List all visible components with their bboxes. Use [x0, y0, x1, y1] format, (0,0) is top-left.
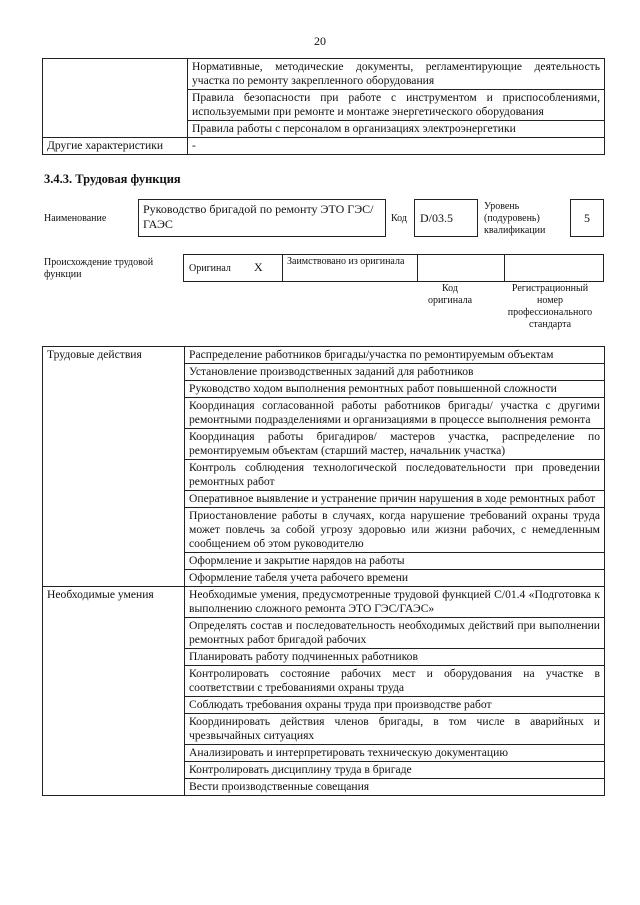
name-value-box — [138, 199, 386, 237]
origin-divider — [417, 255, 418, 281]
list-item: Координировать действия членов бригады, в том числе в аварийных и чрезвычайных ситуациях — [185, 714, 605, 745]
table-cell-value: Нормативные, методические документы, регламентирующие деятельность участка по ремонту закрепленного оборудования — [188, 59, 605, 90]
table-cell-label: Другие характеристики — [43, 138, 188, 155]
original-cell — [184, 255, 283, 281]
table-row — [43, 587, 605, 618]
borrowed-label: Заимствовано из оригинала — [287, 256, 405, 267]
section-title: 3.4.3. Трудовая функция — [44, 172, 181, 186]
origin-divider — [504, 255, 505, 281]
name-value: Руководство бригадой по ремонту ЭТО ГЭС/ГАЭС — [143, 202, 374, 231]
list-item: Контролировать дисциплину труда в бригаде — [185, 762, 605, 779]
list-item: Оперативное выявление и устранение причин нарушения в ходе ремонтных работ — [185, 491, 605, 508]
list-item: Контроль соблюдения технологической последовательности при проведении ремонтных работ — [185, 460, 605, 491]
list-item: Распределение работников бригады/участка по ремонтируемым объектам — [185, 347, 605, 364]
main-table — [42, 346, 605, 796]
group-label: Необходимые умения — [43, 587, 185, 796]
page-number: 20 — [314, 34, 326, 48]
origin-row — [183, 254, 604, 282]
code-label: Код — [391, 213, 407, 224]
list-item: Анализировать и интерпретировать техническую документацию — [185, 745, 605, 762]
table-cell-value: - — [188, 138, 605, 155]
list-item: Контролировать состояние рабочих мест и оборудования на участке в соответствии с требованиями охраны труда — [185, 666, 605, 697]
reg-number-caption: Регистрационный номер профессионального стандарта — [507, 283, 593, 330]
level-value: 5 — [584, 211, 590, 225]
name-label: Наименование — [44, 213, 107, 224]
list-item: Планировать работу подчиненных работников — [185, 649, 605, 666]
original-label: Оригинал — [189, 263, 231, 274]
table-row — [43, 347, 605, 364]
origin-label: Происхождение трудовой функции — [44, 257, 154, 280]
list-item: Соблюдать требования охраны труда при производстве работ — [185, 697, 605, 714]
level-value-box — [570, 199, 604, 237]
group-label: Трудовые действия — [43, 347, 185, 587]
table-row — [43, 138, 605, 155]
list-item: Руководство ходом выполнения ремонтных работ повышенной сложности — [185, 381, 605, 398]
original-mark: X — [254, 260, 263, 274]
code-value: D/03.5 — [420, 211, 453, 225]
code-original-caption: Код оригинала — [427, 283, 473, 306]
main-table-body — [43, 347, 605, 796]
level-label: Уровень (подуровень) квалификации — [484, 201, 546, 236]
list-item: Координация согласованной работы работников бригады/ участка с другими ремонтными подразделениями и организациями в процессе выполнения ремонта — [185, 398, 605, 429]
table-cell-label — [43, 59, 188, 138]
table-cell-value: Правила безопасности при работе с инструментом и приспособлениями, используемыми при ремонте и монтаже энергетического оборудования — [188, 90, 605, 121]
list-item: Координация работы бригадиров/ мастеров участка, распределение по ремонтируемым объектам (старший мастер, начальник участка) — [185, 429, 605, 460]
list-item: Оформление табеля учета рабочего времени — [185, 570, 605, 587]
list-item: Вести производственные совещания — [185, 779, 605, 796]
code-value-box — [414, 199, 478, 237]
list-item: Установление производственных заданий для работников — [185, 364, 605, 381]
list-item: Определять состав и последовательность необходимых действий при выполнении ремонтных работ бригадой рабочих — [185, 618, 605, 649]
list-item: Необходимые умения, предусмотренные трудовой функцией С/01.4 «Подготовка к выполнению сложного ремонта ЭТО ГЭС/ГАЭС» — [185, 587, 605, 618]
list-item: Оформление и закрытие нарядов на работы — [185, 553, 605, 570]
list-item: Приостановление работы в случаях, когда нарушение требований охраны труда может повлечь за собой угрозу здоровью или жизни рабочих, с немедленным сообщением об этом руководителю — [185, 508, 605, 553]
top-table — [42, 58, 605, 155]
table-row — [43, 59, 605, 90]
table-cell-value: Правила работы с персоналом в организациях электроэнергетики — [188, 121, 605, 138]
